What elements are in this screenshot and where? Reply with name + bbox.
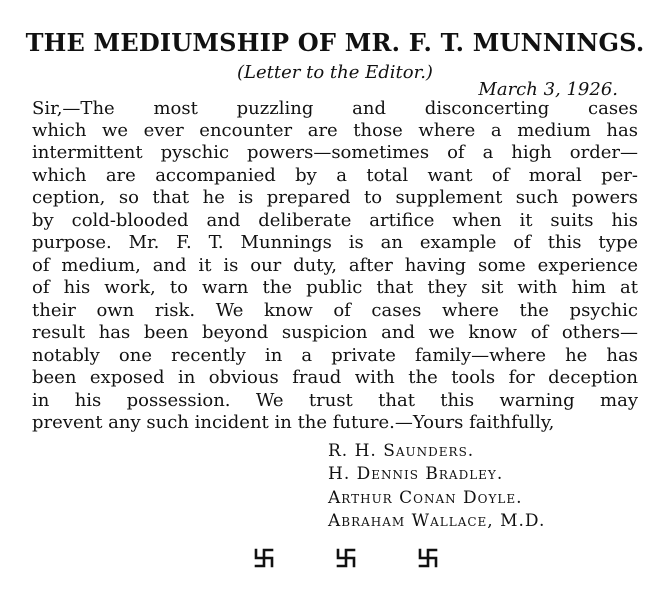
article-title: THE MEDIUMSHIP OF MR. F. T. MUNNINGS. xyxy=(25,28,645,57)
ornament-row xyxy=(0,547,670,571)
swastika-ornament-icon xyxy=(417,547,439,569)
signatory: Arthur Conan Doyle. xyxy=(328,488,523,508)
swastika-ornament-icon xyxy=(253,547,275,569)
body-line: by cold-blooded and deliberate artifice when it suits his xyxy=(32,210,638,231)
article-subtitle: (Letter to the Editor.) xyxy=(237,62,433,83)
body-line: which we ever encounter are those where a medium has xyxy=(32,120,638,141)
swastika-ornament-icon xyxy=(335,547,357,569)
body-line: been exposed in obvious fraud with the tools for deception xyxy=(32,367,638,388)
body-line: in his possession. We trust that this warning may xyxy=(32,390,638,411)
body-line: result has been beyond suspicion and we know of others— xyxy=(32,322,638,343)
body-line: of his work, to warn the public that they sit with him at xyxy=(32,277,638,298)
letter-date: March 3, 1926. xyxy=(478,79,618,100)
body-line: notably one recently in a private family—where he has xyxy=(32,345,638,366)
signatory: H. Dennis Bradley. xyxy=(328,464,504,484)
body-line: their own risk. We know of cases where the psychic xyxy=(32,300,638,321)
signatory: Abraham Wallace, M.D. xyxy=(328,511,546,531)
body-line: ception, so that he is prepared to supplement such powers xyxy=(32,187,638,208)
body-line: purpose. Mr. F. T. Munnings is an example of this type xyxy=(32,232,638,253)
body-line: of medium, and it is our duty, after having some experience xyxy=(32,255,638,276)
signatory: R. H. Saunders. xyxy=(328,441,475,461)
body-line: intermittent pyschic powers—sometimes of a high order— xyxy=(32,142,638,163)
body-line: prevent any such incident in the future.—Yours faithfully, xyxy=(32,412,555,433)
body-line: which are accompanied by a total want of moral per- xyxy=(32,165,638,186)
body-line: Sir,—The most puzzling and disconcerting cases xyxy=(32,98,638,119)
